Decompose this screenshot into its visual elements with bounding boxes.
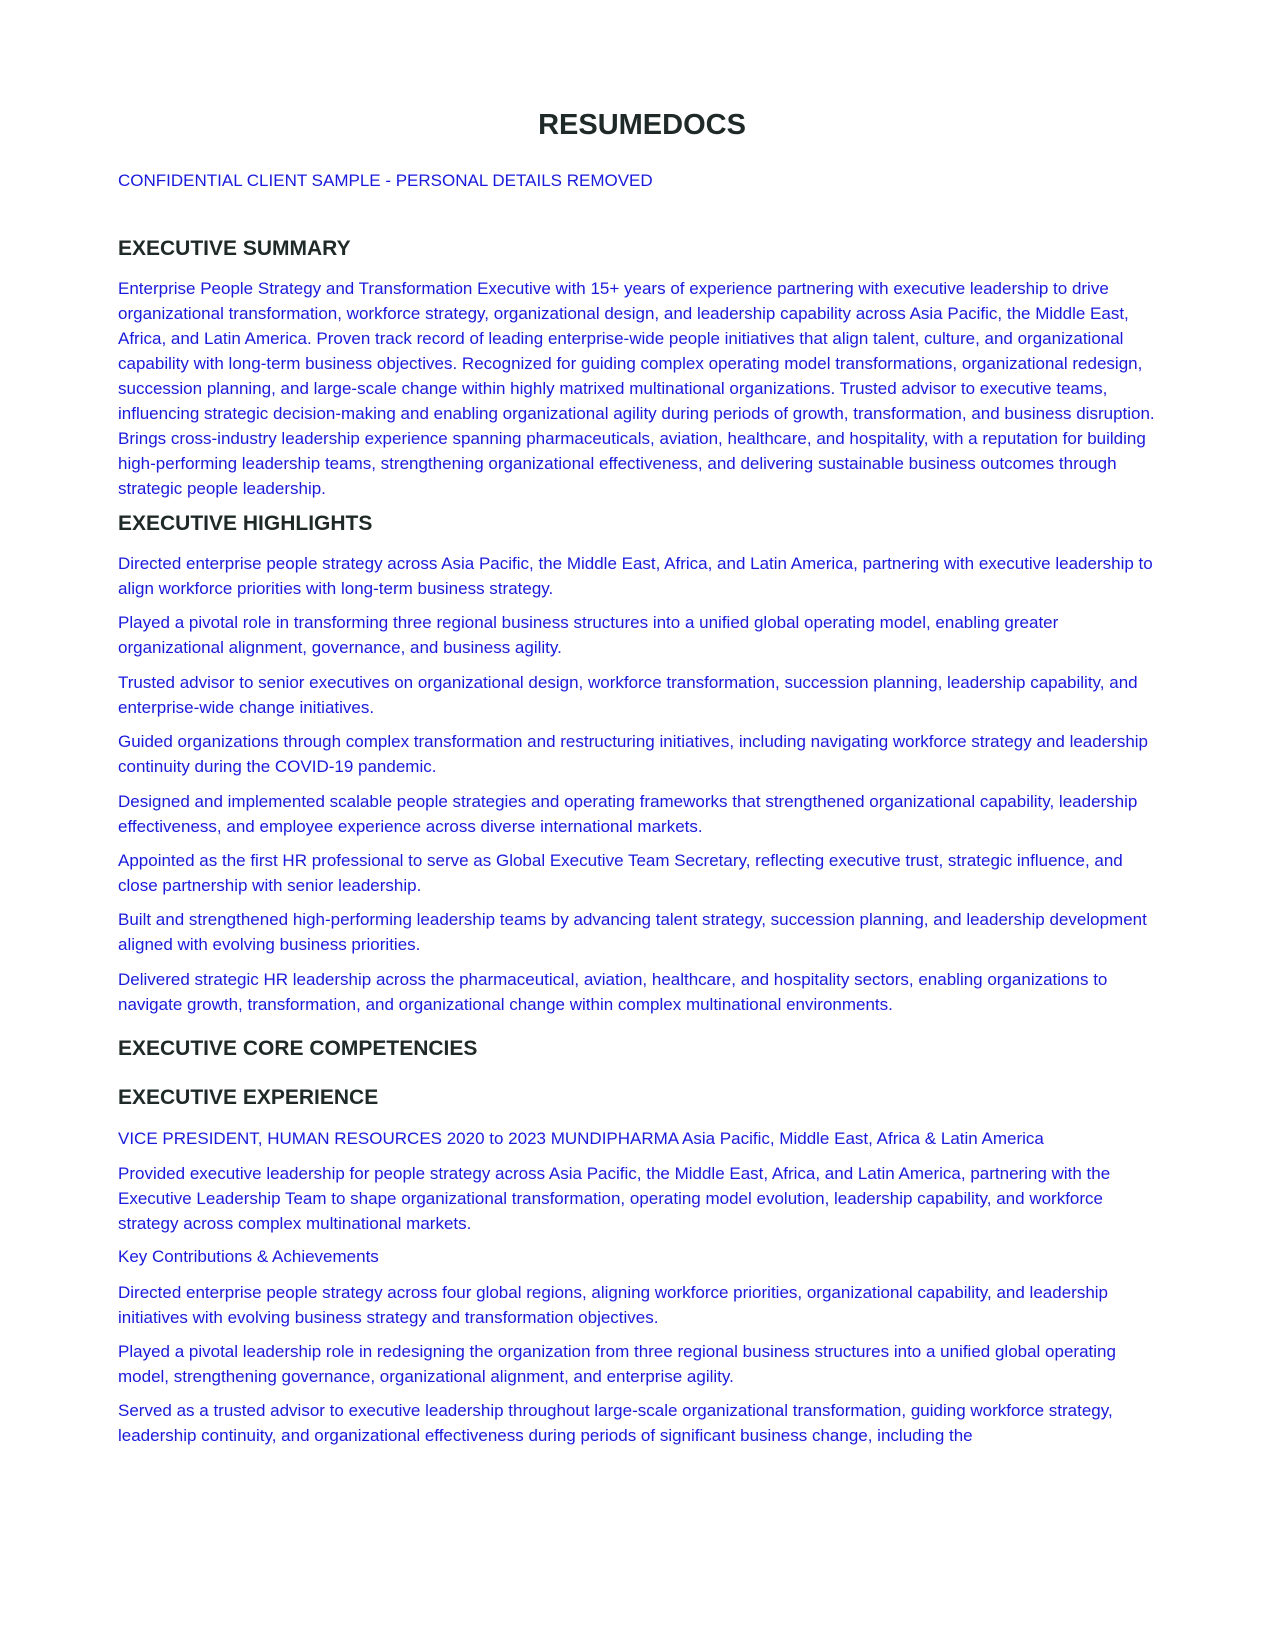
document-title: RESUMEDOCS [538, 109, 746, 141]
contributions-label: Key Contributions & Achievements [118, 1247, 379, 1266]
experience-heading: EXECUTIVE EXPERIENCE [118, 1086, 379, 1109]
highlight-item: Delivered strategic HR leadership across the pharmaceutical, aviation, healthcare, and hospitality sectors, enabling organizations to navigate growth, transformation, and organizational change within complex multinational environments. [118, 970, 1108, 1014]
highlight-item: Guided organizations through complex transformation and restructuring initiatives, including navigating workforce strategy and leadership continuity during the COVID-19 pandemic. [118, 732, 1149, 776]
highlight-item: Directed enterprise people strategy across Asia Pacific, the Middle East, Africa, and Latin America, partnering with executive leadership to align workforce priorities with long-term business strategy. [118, 554, 1153, 598]
document-subtitle: CONFIDENTIAL CLIENT SAMPLE - PERSONAL DETAILS REMOVED [118, 171, 653, 190]
contribution-item: Served as a trusted advisor to executive leadership throughout large-scale organizational transformation, guiding workforce strategy, leadership continuity, and organizational effectiveness during periods of significant business change, including the [118, 1401, 1113, 1445]
highlight-item: Appointed as the first HR professional to serve as Global Executive Team Secretary, reflecting executive trust, strategic influence, and close partnership with senior leadership. [118, 851, 1123, 895]
highlight-item: Built and strengthened high-performing leadership teams by advancing talent strategy, succession planning, and leadership development aligned with evolving business priorities. [118, 910, 1147, 954]
highlight-item: Designed and implemented scalable people strategies and operating frameworks that strengthened organizational capability, leadership effectiveness, and employee experience across diverse international markets. [118, 792, 1138, 836]
experience-role-line: VICE PRESIDENT, HUMAN RESOURCES 2020 to 2023 MUNDIPHARMA Asia Pacific, Middle East, Africa & Latin America [118, 1129, 1044, 1148]
contribution-item: Directed enterprise people strategy across four global regions, aligning workforce priorities, organizational capability, and leadership initiatives with evolving business strategy and transformation objectives. [118, 1283, 1109, 1327]
summary-heading: EXECUTIVE SUMMARY [118, 237, 351, 260]
summary-text: Enterprise People Strategy and Transformation Executive with 15+ years of experience partnering with executive leadership to drive organizational transformation, workforce strategy, organizational design, and leadership capability across Asia Pacific, the Middle East, Africa, and Latin America. Proven track record of leading enterprise-wide people initiatives that align talent, culture, and organizational capability with long-term business objectives. Recognized for guiding complex operating model transformations, organizational redesign, succession planning, and large-scale change within highly matrixed multinational organizations. Trusted advisor to executive teams, influencing strategic decision-making and enabling organizational agility during periods of growth, transformation, and business disruption. Brings cross-industry leadership experience spanning pharmaceuticals, aviation, healthcare, and hospitality, with a reputation for building high-performing leadership teams, strengthening organizational effectiveness, and delivering sustainable business outcomes through strategic people leadership. [118, 279, 1155, 498]
contribution-item: Played a pivotal leadership role in redesigning the organization from three regional business structures into a unified global operating model, strengthening governance, organizational alignment, and enterprise agility. [118, 1342, 1116, 1386]
highlights-heading: EXECUTIVE HIGHLIGHTS [118, 512, 373, 535]
highlight-item: Played a pivotal role in transforming three regional business structures into a unified global operating model, enabling greater organizational alignment, governance, and business agility. [118, 613, 1059, 657]
highlight-item: Trusted advisor to senior executives on organizational design, workforce transformation, succession planning, leadership capability, and enterprise-wide change initiatives. [118, 673, 1138, 717]
experience-overview: Provided executive leadership for people strategy across Asia Pacific, the Middle East, Africa, and Latin America, partnering with the Executive Leadership Team to shape organizational transformation, operating model evolution, leadership capability, and workforce strategy across complex multinational markets. [118, 1164, 1111, 1233]
competencies-heading: EXECUTIVE CORE COMPETENCIES [118, 1037, 478, 1060]
